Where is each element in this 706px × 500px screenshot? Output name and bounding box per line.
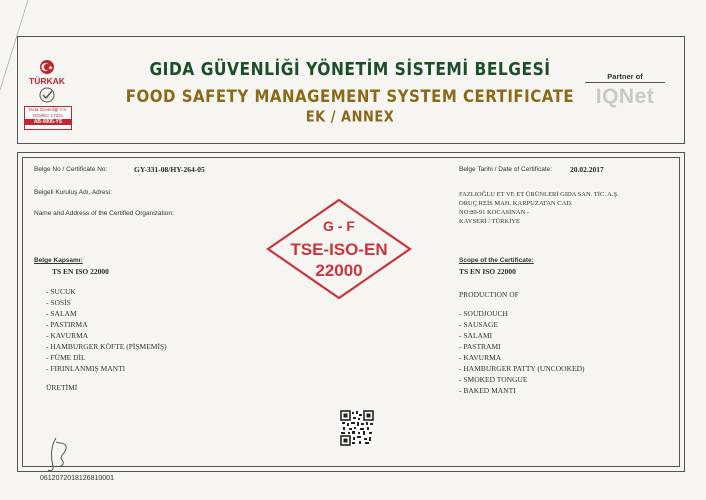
certificate-date: 20.02.2017: [570, 165, 604, 174]
list-item: - FIRINLANMIŞ MANTI: [46, 364, 126, 373]
organization-address: [459, 190, 619, 226]
address-line: NO:89-91 KOCASİNAN -: [459, 209, 530, 216]
organization-label-tr: Belgeli Kuruluş Adı, Adresi:: [34, 189, 113, 196]
list-item: - SAUSAGE: [459, 320, 498, 329]
iqnet-wordmark: IQNet: [595, 85, 655, 108]
address-line: ORUÇ REİS MAH. KARPUZATAN CAD.: [459, 200, 573, 207]
signature: [44, 436, 74, 476]
list-item: - SOSİS: [46, 298, 71, 307]
list-item: - BAKED MANTI: [459, 386, 516, 395]
list-item: - SOUDJOUCH: [459, 309, 508, 318]
list-item: - FÜME DİL: [46, 353, 86, 362]
list-item: - KAVURMA: [459, 353, 502, 362]
scope-list-en: [459, 308, 585, 396]
stamp-line-3: 22000: [315, 261, 363, 280]
list-item: - SUCUK: [46, 287, 76, 296]
title-annex: EK / ANNEX: [305, 108, 395, 127]
title-turkish: GIDA GÜVENLİĞİ YÖNETİM SİSTEMİ BELGESİ: [149, 58, 551, 80]
title-english: FOOD SAFETY MANAGEMENT SYSTEM CERTIFICATE: [125, 85, 575, 107]
list-item: - PASTIRMA: [46, 320, 88, 329]
scope-standard-tr: TS EN ISO 22000: [52, 267, 109, 276]
list-item: - SALAMI: [459, 331, 493, 340]
organization-label-en: Name and Address of the Certified Organization:: [34, 210, 174, 217]
scope-list-tr: [46, 286, 167, 374]
iqnet-logo: [575, 72, 675, 122]
scope-heading-tr: Belge Kapsamı:: [34, 257, 83, 264]
list-item: - KAVURMA: [46, 331, 89, 340]
address-line: FAZLIOĞLU ET VE ET ÜRÜNLERİ GIDA SAN. TİC. A.Ş.: [459, 191, 619, 198]
accreditation-badge: [24, 106, 72, 130]
stamp-line-1: G - F: [323, 218, 355, 234]
stamp-line-2: TSE-ISO-EN: [290, 240, 388, 259]
turkak-name: TÜRKAK: [29, 76, 65, 86]
list-item: - HAMBURGER KÖFTE (PİŞMEMİŞ): [46, 342, 167, 351]
certificate-number: GY-331-08/HY-264-05: [134, 165, 205, 174]
certificate-number-label: Belge No / Certificate No:: [34, 166, 108, 173]
badge-code: AB-0005-YS: [25, 119, 71, 125]
turkak-emblem-icon: [22, 58, 72, 104]
list-item: - SALAM: [46, 309, 77, 318]
scope-footer-tr: ÜRETİMİ: [46, 383, 78, 392]
address-line: KAYSERİ / TÜRKİYE: [459, 218, 521, 225]
badge-line-2: ISO/IEC 17021: [32, 113, 64, 118]
certificate-date-label: Belge Tarihi / Date of Certificate:: [459, 166, 553, 173]
document-serial-number: 0612072018126810001: [40, 475, 114, 482]
scope-heading-en: Scope of the Certificate:: [459, 257, 534, 264]
list-item: - PASTRAMI: [459, 342, 501, 351]
qr-code: [340, 410, 374, 446]
tse-stamp: [266, 198, 412, 300]
list-item: - HAMBURGER PATTY (UNCOOKED): [459, 364, 585, 373]
scope-standard-en: TS EN ISO 22000: [459, 267, 516, 276]
scope-intro-en: PRODUCTION OF: [459, 290, 519, 299]
turkak-logo: [22, 58, 72, 130]
badge-line-1: Gıda Güvenliği Y.S.: [28, 107, 68, 112]
list-item: - SMOKED TONGUE: [459, 375, 528, 384]
iqnet-partner-label: Partner of: [585, 72, 665, 83]
